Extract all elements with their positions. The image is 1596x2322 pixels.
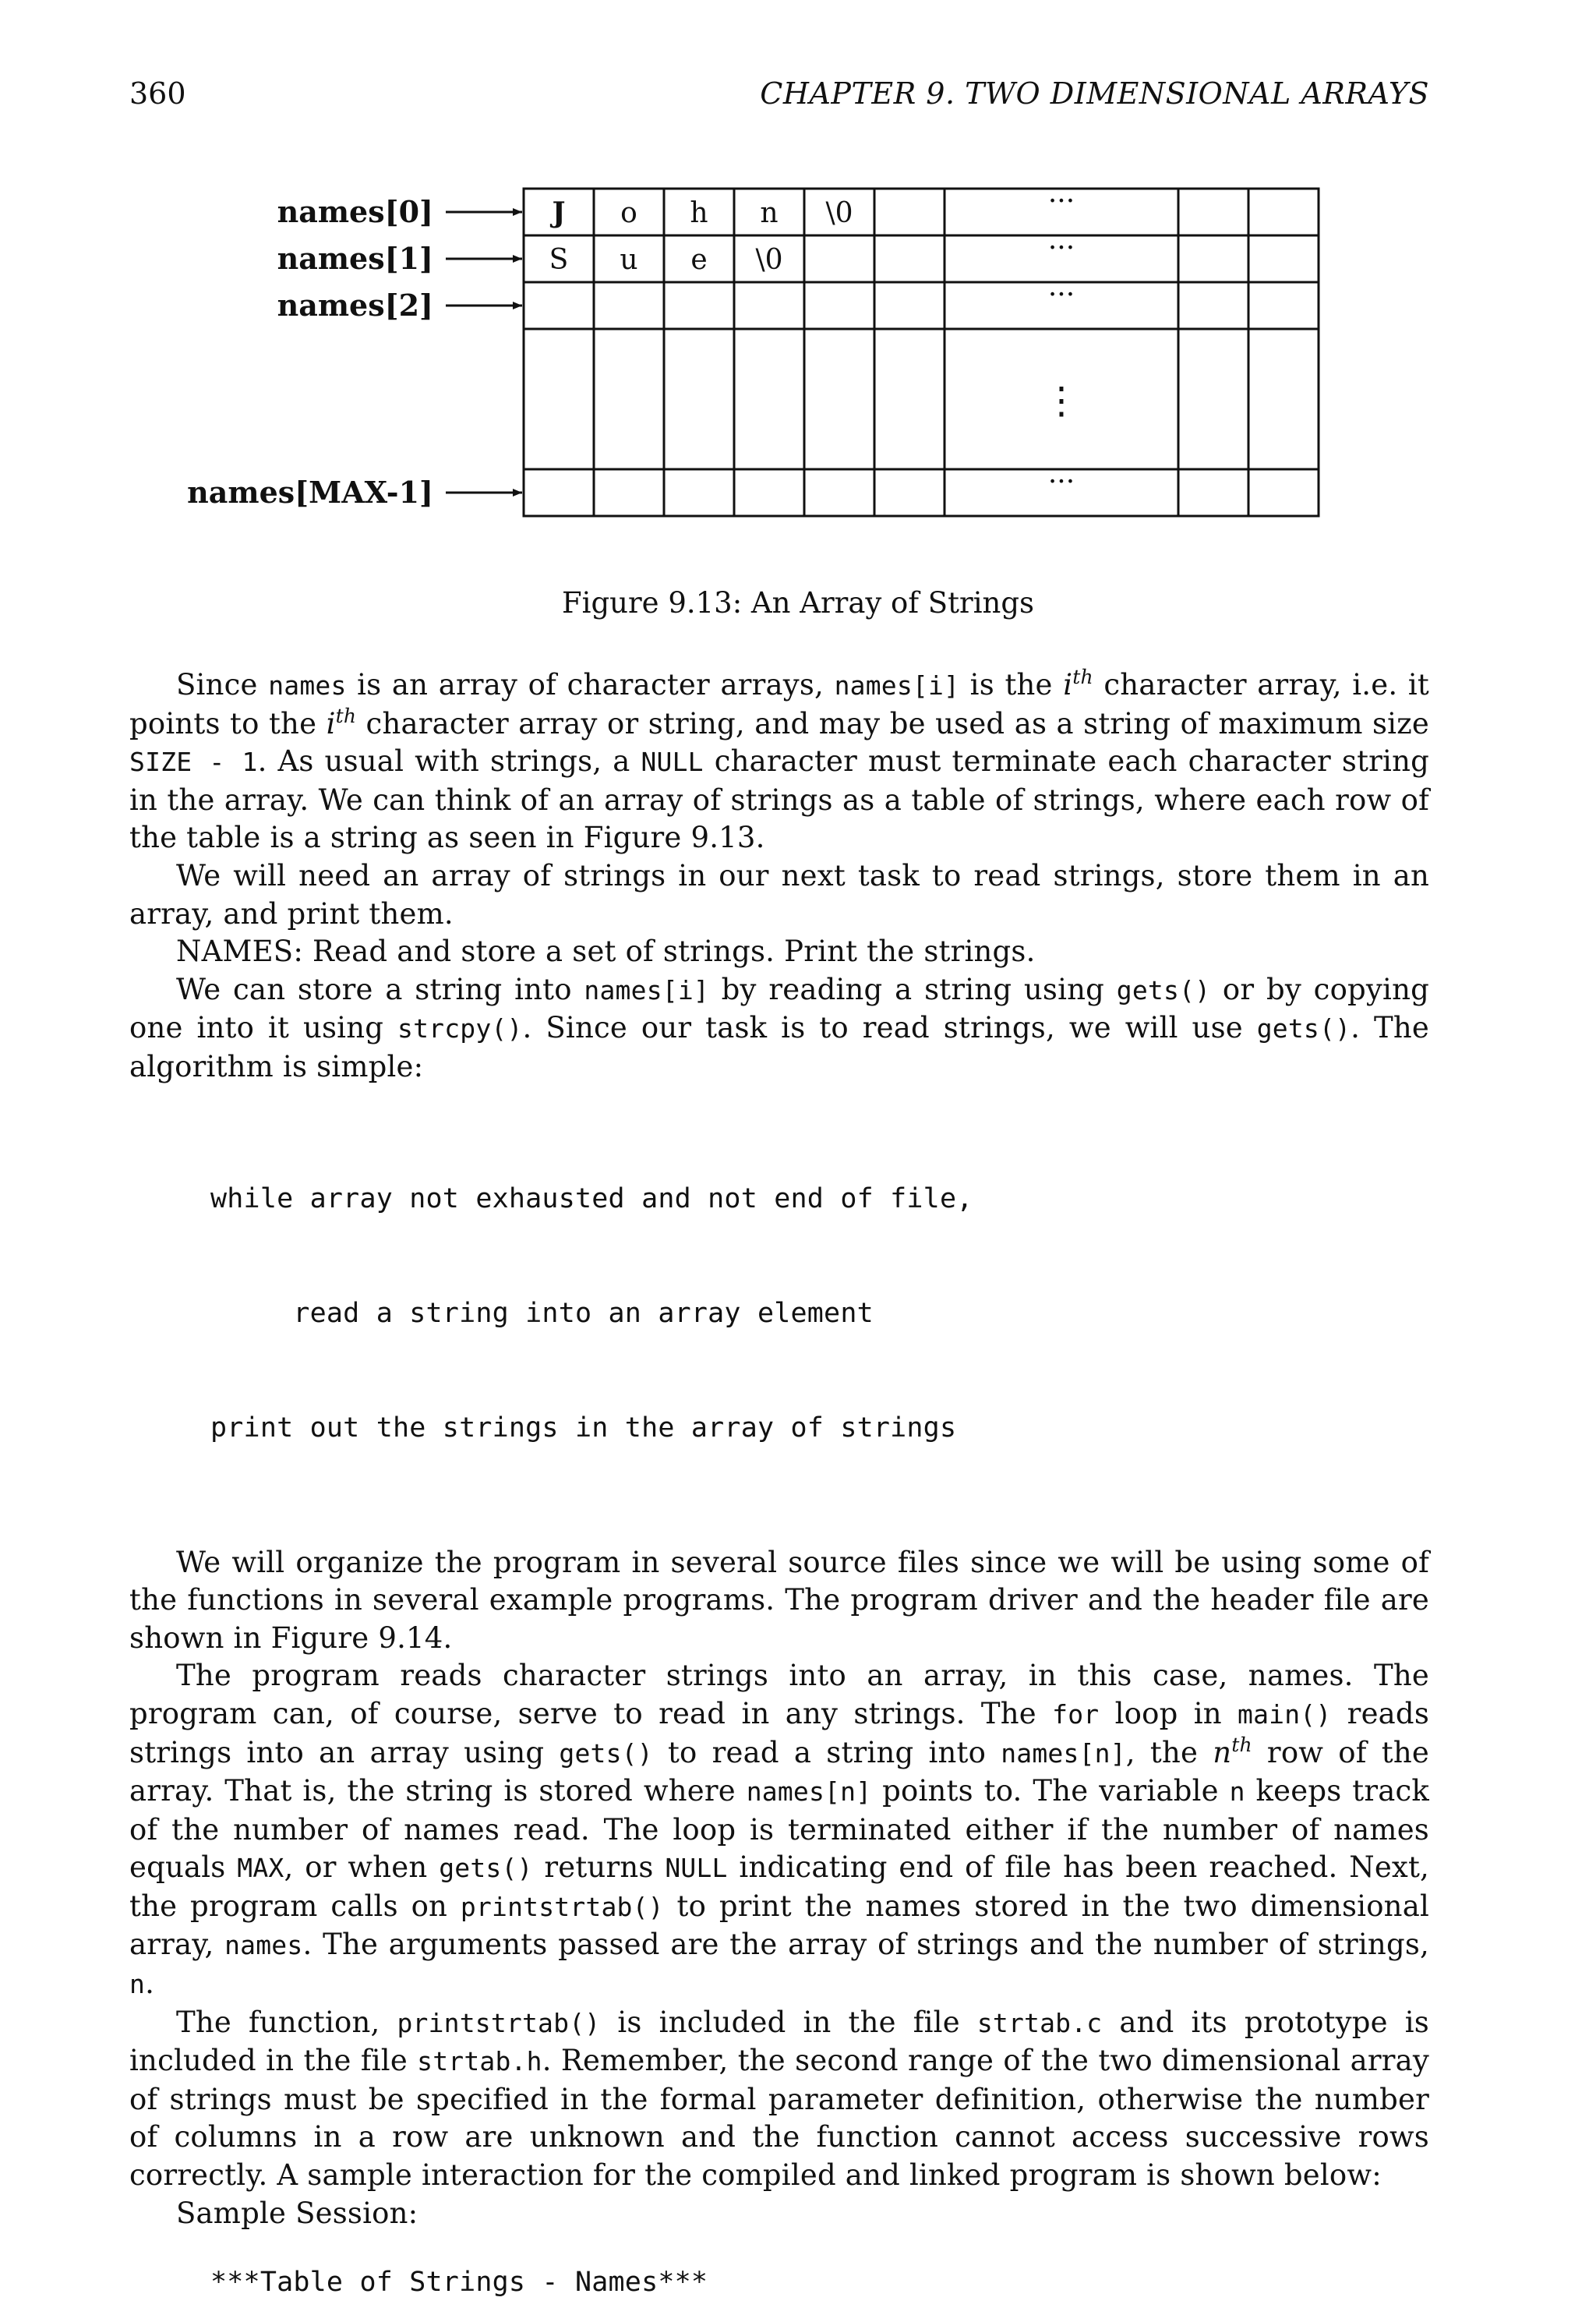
paragraph: We will need an array of strings in our next task to read strings, store them in an array, and print them. <box>129 858 1429 931</box>
code-line: while array not exhausted and not end of file, <box>210 1182 973 1214</box>
ellipsis: ··· <box>1047 232 1075 264</box>
code-line: print out the strings in the array of strings <box>210 1412 957 1444</box>
cell-char: J <box>552 196 566 229</box>
paragraph: Since names is an array of character arrays, names[i] is the $i^{th}$ character array, i.e. it points to the $i^{th}$ character array or string, and may be used as a string of maximum size SIZE - 1. As usual with strings, a NULL character must terminate each character string in the array. We can think of an array of strings as a table of strings, where each row of the table is a string as seen in Figure 9.13. <box>129 666 1429 855</box>
row-label-names-max-1: names[MAX-1] <box>187 475 433 510</box>
running-head: CHAPTER 9. TWO DIMENSIONAL ARRAYS <box>760 76 1429 111</box>
task-statement: NAMES: Read and store a set of strings. Print the strings. <box>176 935 1036 969</box>
ellipsis: ··· <box>1047 279 1075 311</box>
paragraph: We can store a string into names[i] by reading a string using gets() or by copying one into it using strcpy(). Since our task is to read strings, we will use gets(). The algorithm is simple: <box>129 972 1429 1083</box>
page-number: 360 <box>129 76 186 111</box>
sample-session-output: ***Table of Strings - Names*** <box>210 2267 708 2299</box>
cell-char: S <box>549 244 569 276</box>
code-line: read a string into an array element <box>210 1297 874 1329</box>
grid-outline <box>524 189 1319 516</box>
row-label-names-2: names[2] <box>277 288 433 323</box>
array-grid <box>524 189 1319 516</box>
paragraph: Sample Session: <box>176 2196 418 2230</box>
ellipsis: ··· <box>1047 466 1075 498</box>
cell-char: \0 <box>755 244 783 276</box>
figure-caption: Figure 9.13: An Array of Strings <box>561 586 1035 620</box>
paragraph: The program reads character strings into an array, in this case, names. The program can, of course, serve to read in any strings. The for loop in main() reads strings into an array using gets() to read a string into names[n], the $n^{th}$ row of the array. That is, the string is stored where names[n] points to. The variable n keeps track of the number of names read. The loop is terminated either if the number of names equals MAX, or when gets() returns NULL indicating end of file has been reached. Next, the program calls on printstrtab() to print the names stored in the two dimensional array, names. The arguments passed are the array of strings and the number of strings, n. <box>129 1659 1430 2001</box>
cell-char: o <box>620 197 637 229</box>
paragraph: We will organize the program in several source files since we will be using some of the functions in several example programs. The program driver and the header file are shown in Figure 9.14. <box>129 1545 1429 1655</box>
paragraph: The function, printstrtab() is included in the file strtab.c and its prototype is included in the file strtab.h. Remember, the second range of the two dimensional array of strings must be specified in the formal parameter definition, otherwise the number of columns in a row are unknown and the function cannot access successive rows correctly. A sample interaction for the compiled and linked program is shown below: <box>129 2005 1429 2193</box>
vertical-ellipsis: ⋮ <box>1043 379 1080 422</box>
figure-array-of-strings <box>187 179 1340 546</box>
cell-char: h <box>690 197 708 229</box>
cell-char: n <box>760 197 779 229</box>
row-label-names-0: names[0] <box>277 194 433 229</box>
cell-char: u <box>620 244 638 276</box>
row-label-names-1: names[1] <box>277 241 433 276</box>
ellipsis: ··· <box>1047 186 1075 217</box>
array-diagram <box>187 179 1340 546</box>
body-text <box>129 666 1429 2322</box>
algorithm-code-block <box>210 1104 1429 1524</box>
page-header <box>129 76 1429 123</box>
cell-char: e <box>690 244 708 276</box>
cell-char: \0 <box>825 197 853 229</box>
